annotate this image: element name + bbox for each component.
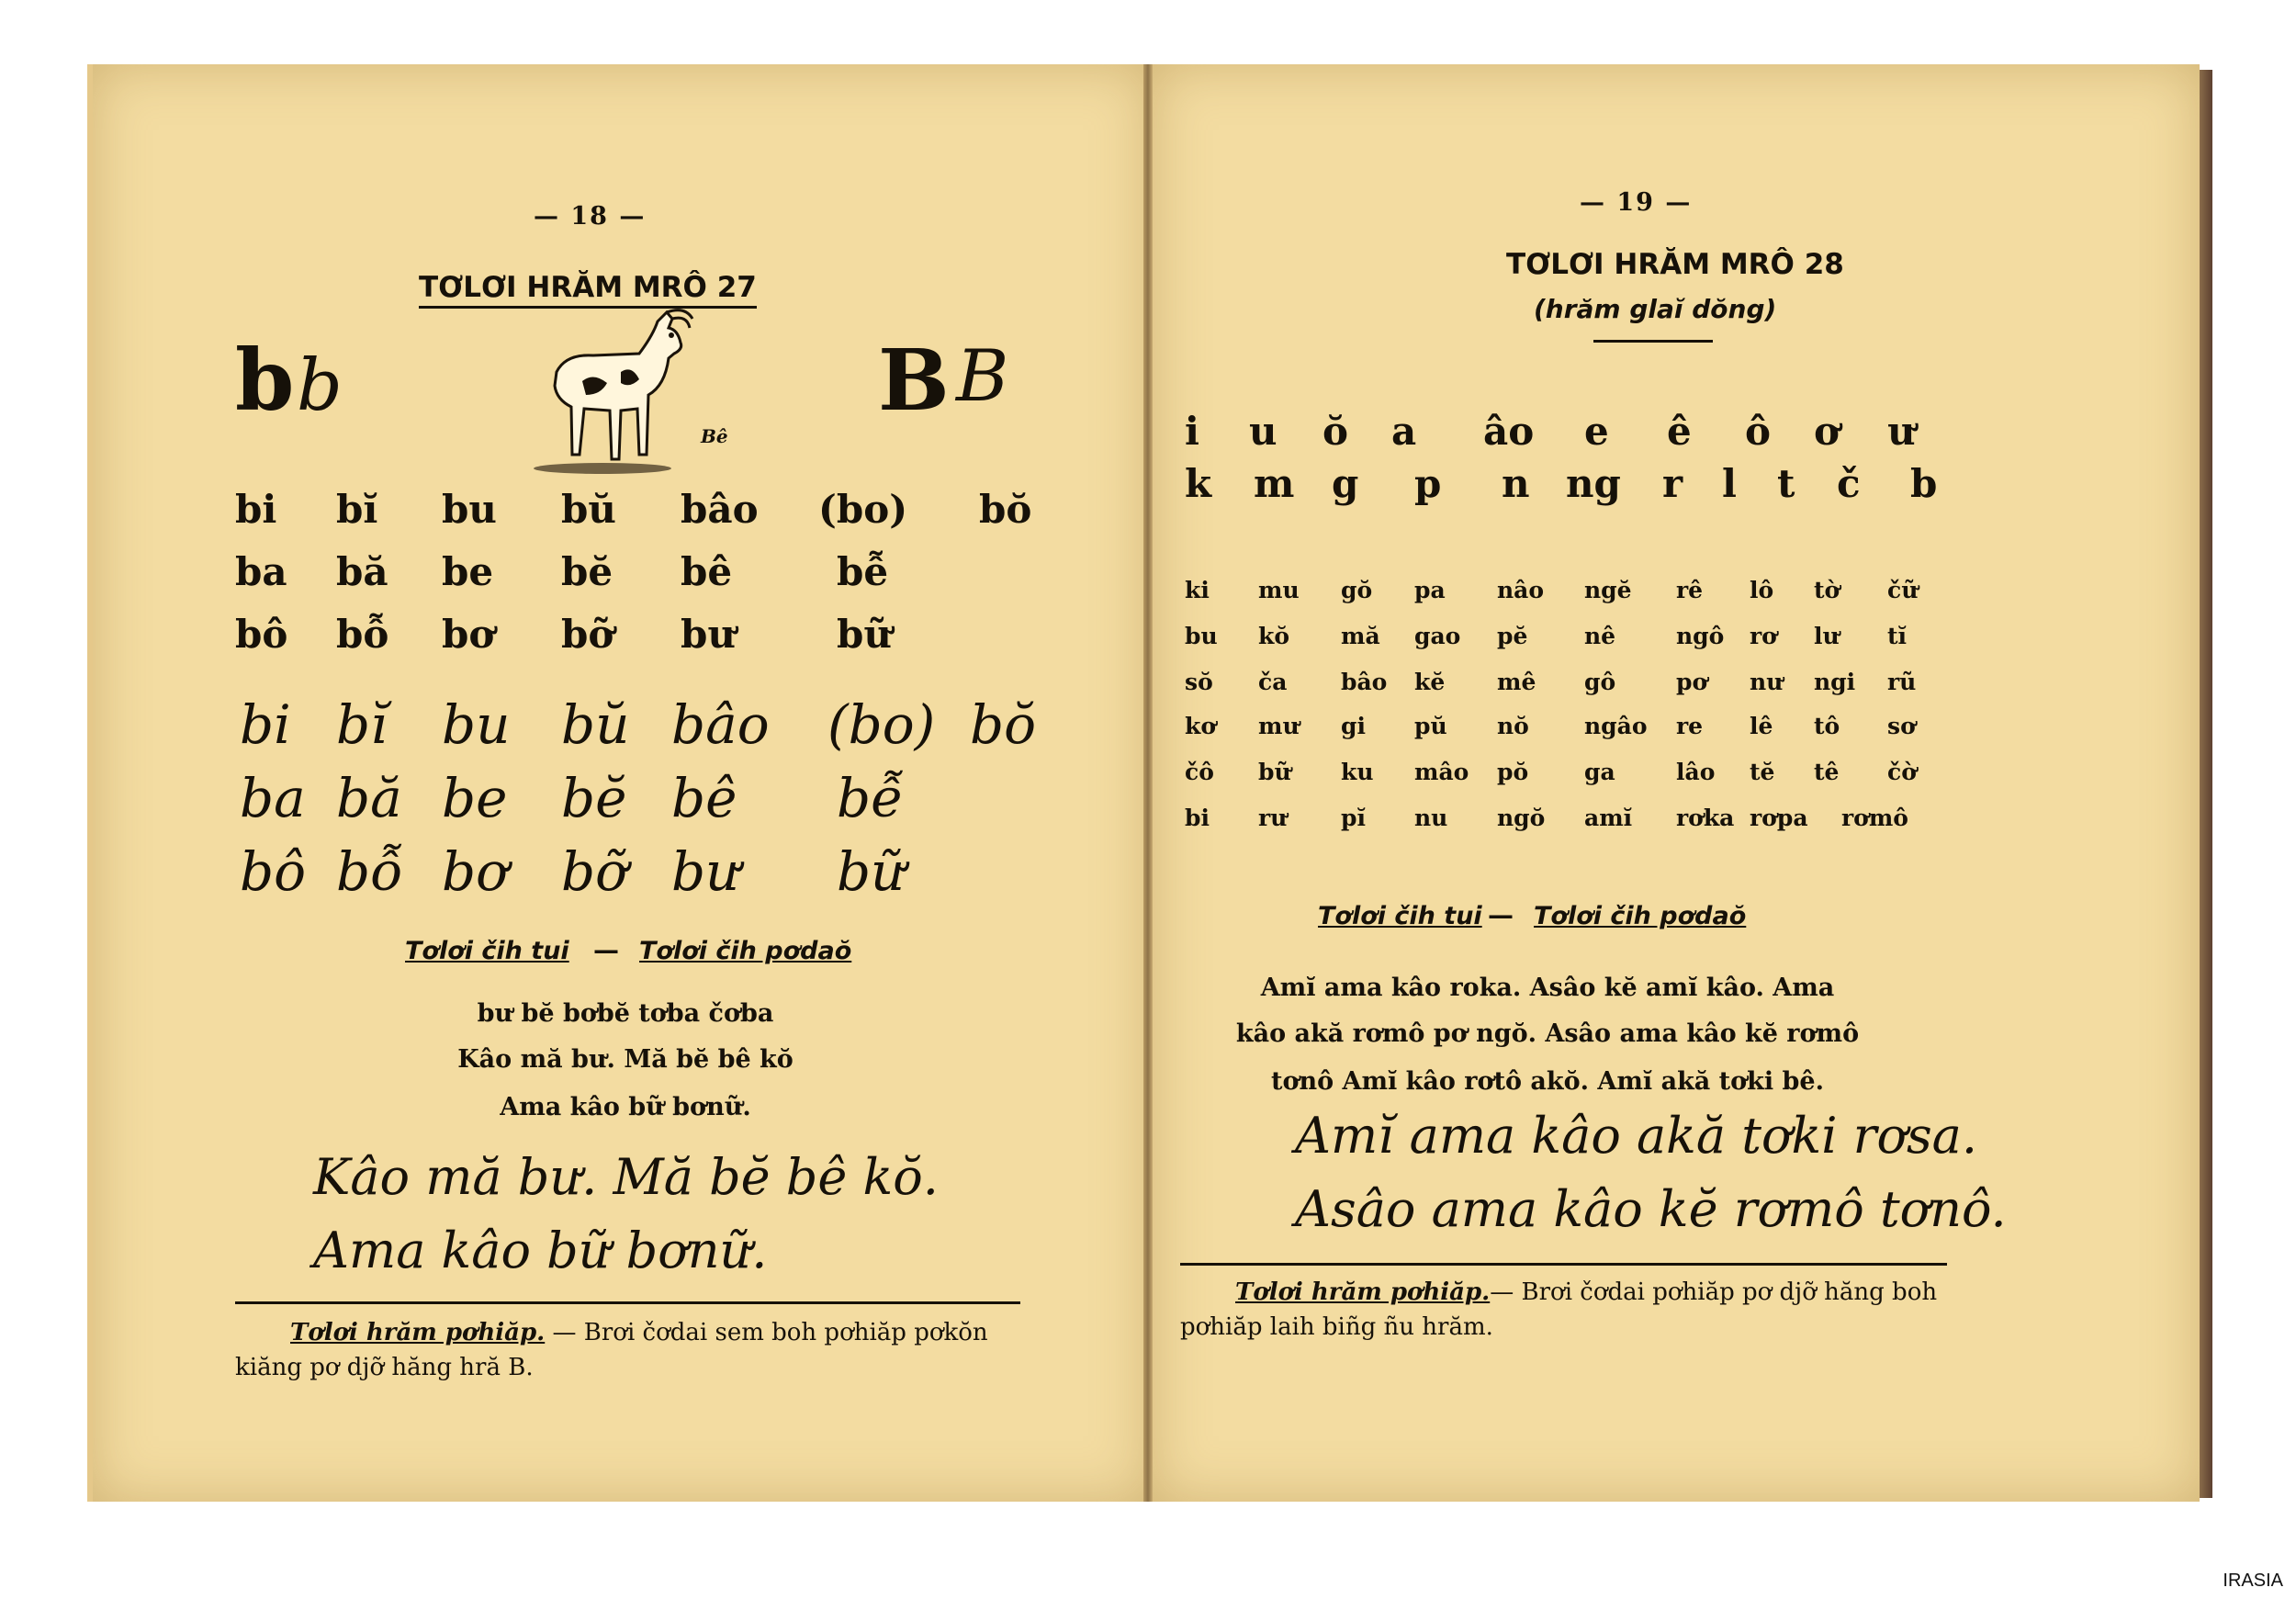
cursive-syllable: (bo) — [827, 693, 936, 756]
goat-illustration — [529, 308, 708, 478]
syllable: bĕ — [561, 549, 613, 594]
right-page — [1153, 64, 2200, 1502]
syllable: bŏ — [979, 487, 1032, 532]
cursive-syllable: bĭ — [336, 693, 388, 756]
grid-syllable: lâo — [1676, 759, 1716, 785]
vowel: a — [1391, 409, 1417, 454]
grid-syllable: tờ — [1814, 577, 1840, 603]
cursive-row — [93, 693, 1149, 767]
grid-syllable: lư — [1814, 623, 1840, 649]
cursive-sentence: Kâo mă bư. Mă bĕ bê kŏ. — [313, 1148, 939, 1206]
grid-syllable: gô — [1584, 669, 1616, 695]
cursive-syllable: ba — [240, 767, 306, 829]
syllable: bư — [681, 612, 736, 657]
grid-syllable: tê — [1814, 759, 1840, 785]
grid-syllable: tĭ — [1887, 623, 1908, 649]
grid-syllable: bi — [1185, 805, 1210, 831]
grid-syllable: re — [1676, 713, 1704, 739]
grid-syllable: rư — [1258, 805, 1288, 831]
grid-syllable: ga — [1584, 759, 1615, 785]
cursive-syllable: bŭ — [561, 693, 630, 756]
grid-syllable: ngâo — [1584, 713, 1648, 739]
page-number: — 19 — — [1580, 188, 1693, 217]
syllable: bu — [442, 487, 497, 532]
cursive-sentence: Asâo ama kâo kĕ rơmô tơnô. — [1295, 1180, 2007, 1238]
print-row — [93, 612, 1149, 667]
cursive-syllable: bă — [336, 767, 402, 829]
lesson-subheading: (hrăm glaĭ dŏng) — [1534, 294, 1777, 324]
reading-line: bư bĕ bơbĕ tơba čơba — [477, 999, 774, 1028]
consonant: r — [1662, 461, 1683, 506]
consonant: l — [1722, 461, 1737, 506]
consonant: ng — [1566, 461, 1621, 506]
section-writing-copy: Tơlơi čih tui — [405, 937, 569, 965]
syllable: bữ — [837, 612, 892, 657]
note-text: — Brơi čơdai pơhiăp pơ djỡ hăng boh pơhiăp laih biñg ñu hrăm. — [1180, 1278, 1938, 1341]
grid-syllable: pĕ — [1497, 623, 1528, 649]
grid-syllable: rơmô — [1841, 805, 1908, 831]
grid-syllable: čữ — [1887, 577, 1919, 603]
grid-syllable: rũ — [1887, 669, 1917, 695]
grid-syllable: kĕ — [1414, 669, 1446, 695]
syllable: ba — [235, 549, 287, 594]
cursive-syllable: bô — [240, 840, 307, 903]
grid-syllable: nư — [1750, 669, 1784, 695]
grid-syllable: pĭ — [1341, 805, 1366, 831]
grid-syllable: bu — [1185, 623, 1218, 649]
picture-caption: Bê — [701, 425, 728, 447]
grid-syllable: mư — [1258, 713, 1300, 739]
grid-syllable: nŏ — [1497, 713, 1529, 739]
grid-syllable: sơ — [1887, 713, 1916, 739]
note-label: Tơlơi hrăm pơhiăp. — [290, 1319, 546, 1346]
vowel: u — [1249, 409, 1277, 454]
cursive-syllable: bĕ — [561, 767, 627, 829]
grid-syllable: mu — [1258, 577, 1300, 603]
cursive-syllable: bâo — [671, 693, 770, 756]
cursive-row — [93, 840, 1149, 914]
consonant: k — [1185, 461, 1212, 506]
watermark: IRASIA — [2223, 1571, 2283, 1591]
grid-syllable: pơ — [1676, 669, 1708, 695]
cursive-syllable: bu — [442, 693, 511, 756]
grid-syllable: nê — [1584, 623, 1616, 649]
letter-script-upper: B — [956, 335, 1009, 418]
vowel: ô — [1745, 409, 1772, 454]
grid-syllable: mê — [1497, 669, 1536, 695]
grid-syllable: kơ — [1185, 713, 1216, 739]
cursive-row — [93, 767, 1149, 840]
syllable: bă — [336, 549, 388, 594]
consonant: t — [1777, 461, 1795, 506]
syllable: bi — [235, 487, 277, 532]
section-writing-copy: Tơlơi čih tui — [1318, 902, 1482, 930]
cursive-syllable: bỡ — [561, 840, 628, 903]
syllable: bê — [681, 549, 733, 594]
cursive-syllable: bê — [671, 767, 737, 829]
vowel: ŏ — [1322, 409, 1349, 454]
grid-syllable: pŏ — [1497, 759, 1529, 785]
cursive-syllable: bi — [240, 693, 291, 756]
grid-syllable: kŏ — [1258, 623, 1289, 649]
consonant: g — [1332, 461, 1359, 506]
syllable: bỗ — [336, 612, 389, 657]
section-dash: — — [593, 935, 619, 965]
section-writing-dictation: Tơlơi čih pơdaŏ — [1534, 902, 1747, 930]
grid-syllable: tĕ — [1750, 759, 1775, 785]
grid-syllable: ngĕ — [1584, 577, 1632, 603]
grid-syllable: ku — [1341, 759, 1374, 785]
vowel: e — [1584, 409, 1609, 454]
vowel: i — [1185, 409, 1199, 454]
grid-syllable: gŏ — [1341, 577, 1373, 603]
speaking-note — [235, 1315, 1039, 1385]
grid-syllable: ki — [1185, 577, 1210, 603]
grid-syllable: pŭ — [1414, 713, 1447, 739]
grid-syllable: rê — [1676, 577, 1704, 603]
grid-syllable: sŏ — [1185, 669, 1213, 695]
cursive-syllable: bơ — [442, 840, 509, 903]
heading-rule — [1593, 340, 1713, 343]
page-number: — 18 — — [534, 202, 647, 231]
consonant: p — [1414, 461, 1442, 506]
grid-syllable: ngô — [1676, 623, 1725, 649]
syllable: bô — [235, 612, 288, 657]
lesson-heading: TƠLƠI HRĂM MRÔ 27 — [419, 271, 757, 304]
syllable: bễ — [837, 549, 889, 594]
print-row — [93, 549, 1149, 604]
grid-syllable: nâo — [1497, 577, 1545, 603]
syllable: bỡ — [561, 612, 614, 657]
syllable: (bo) — [818, 487, 908, 532]
lesson-heading: TƠLƠI HRĂM MRÔ 28 — [1506, 248, 1844, 281]
grid-syllable: bữ — [1258, 759, 1291, 785]
grid-syllable: gao — [1414, 623, 1461, 649]
grid-syllable: amĭ — [1584, 805, 1633, 831]
letter-script-lower: b — [297, 344, 343, 427]
grid-syllable: ngŏ — [1497, 805, 1546, 831]
divider-line — [235, 1301, 1020, 1304]
cursive-syllable: bỗ — [336, 840, 403, 903]
open-book — [87, 64, 2200, 1502]
print-row — [93, 487, 1149, 542]
vowel: âo — [1483, 409, 1535, 454]
consonant: m — [1254, 461, 1295, 506]
note-label: Tơlơi hrăm pơhiăp. — [1235, 1278, 1491, 1306]
letter-print-lower: b — [235, 331, 295, 430]
cursive-syllable: be — [442, 767, 508, 829]
grid-syllable: rơka — [1676, 805, 1735, 831]
section-writing-dictation: Tơlơi čih pơdaŏ — [639, 937, 852, 965]
section-dash: — — [1488, 900, 1514, 930]
grid-syllable: čờ — [1887, 759, 1917, 785]
cursive-syllable: bư — [671, 840, 740, 903]
letter-print-upper: B — [878, 331, 950, 430]
grid-syllable: ngi — [1814, 669, 1856, 695]
grid-syllable: čô — [1185, 759, 1214, 785]
speaking-note — [1180, 1275, 1952, 1345]
cursive-syllable: bŏ — [970, 693, 1037, 756]
consonant: n — [1502, 461, 1530, 506]
cursive-syllable: bễ — [837, 767, 904, 829]
book-gutter — [1143, 64, 1153, 1502]
syllable: bâo — [681, 487, 759, 532]
vowel: ê — [1667, 409, 1692, 454]
grid-syllable: tô — [1814, 713, 1840, 739]
grid-syllable: rơpa — [1750, 805, 1808, 831]
divider-line — [1180, 1263, 1947, 1266]
grid-syllable: nu — [1414, 805, 1448, 831]
grid-syllable: rơ — [1750, 623, 1777, 649]
syllable: bĭ — [336, 487, 378, 532]
syllable: bŭ — [561, 487, 616, 532]
note-text: — Brơi čơdai sem boh pơhiăp pơkŏn kiăng pơ djỡ hăng hră B. — [235, 1319, 988, 1381]
grid-syllable: gi — [1341, 713, 1366, 739]
vowel: ơ — [1814, 409, 1840, 454]
cursive-sentence: Ama kâo bữ bơnữ. — [313, 1222, 768, 1279]
consonant: b — [1910, 461, 1938, 506]
reading-line: Amĭ ama kâo roka. Asâo kĕ amĭ kâo. Ama — [1260, 974, 1835, 1002]
syllable: bơ — [442, 612, 495, 657]
reading-line: kâo akă rơmô pơ ngŏ. Asâo ama kâo kĕ rơmô — [1235, 1019, 1860, 1048]
cursive-syllable: bữ — [837, 840, 906, 903]
reading-line: tơnô Amĭ kâo rơtô akŏ. Amĭ akă tơki bê. — [1270, 1067, 1824, 1096]
reading-line: Ama kâo bữ bơnữ. — [500, 1093, 751, 1121]
vowel: ư — [1887, 409, 1916, 454]
consonant: č — [1837, 461, 1861, 506]
grid-syllable: ča — [1258, 669, 1288, 695]
cursive-sentence: Amĭ ama kâo akă tơki rơsa. — [1295, 1107, 1978, 1165]
grid-syllable: lê — [1750, 713, 1773, 739]
reading-line: Kâo mă bư. Mă bĕ bê kŏ — [457, 1045, 793, 1074]
syllable: be — [442, 549, 494, 594]
grid-syllable: lô — [1750, 577, 1774, 603]
left-page — [87, 64, 1149, 1502]
grid-syllable: mă — [1341, 623, 1380, 649]
grid-syllable: mâo — [1414, 759, 1469, 785]
grid-syllable: bâo — [1341, 669, 1388, 695]
grid-syllable: pa — [1414, 577, 1446, 603]
